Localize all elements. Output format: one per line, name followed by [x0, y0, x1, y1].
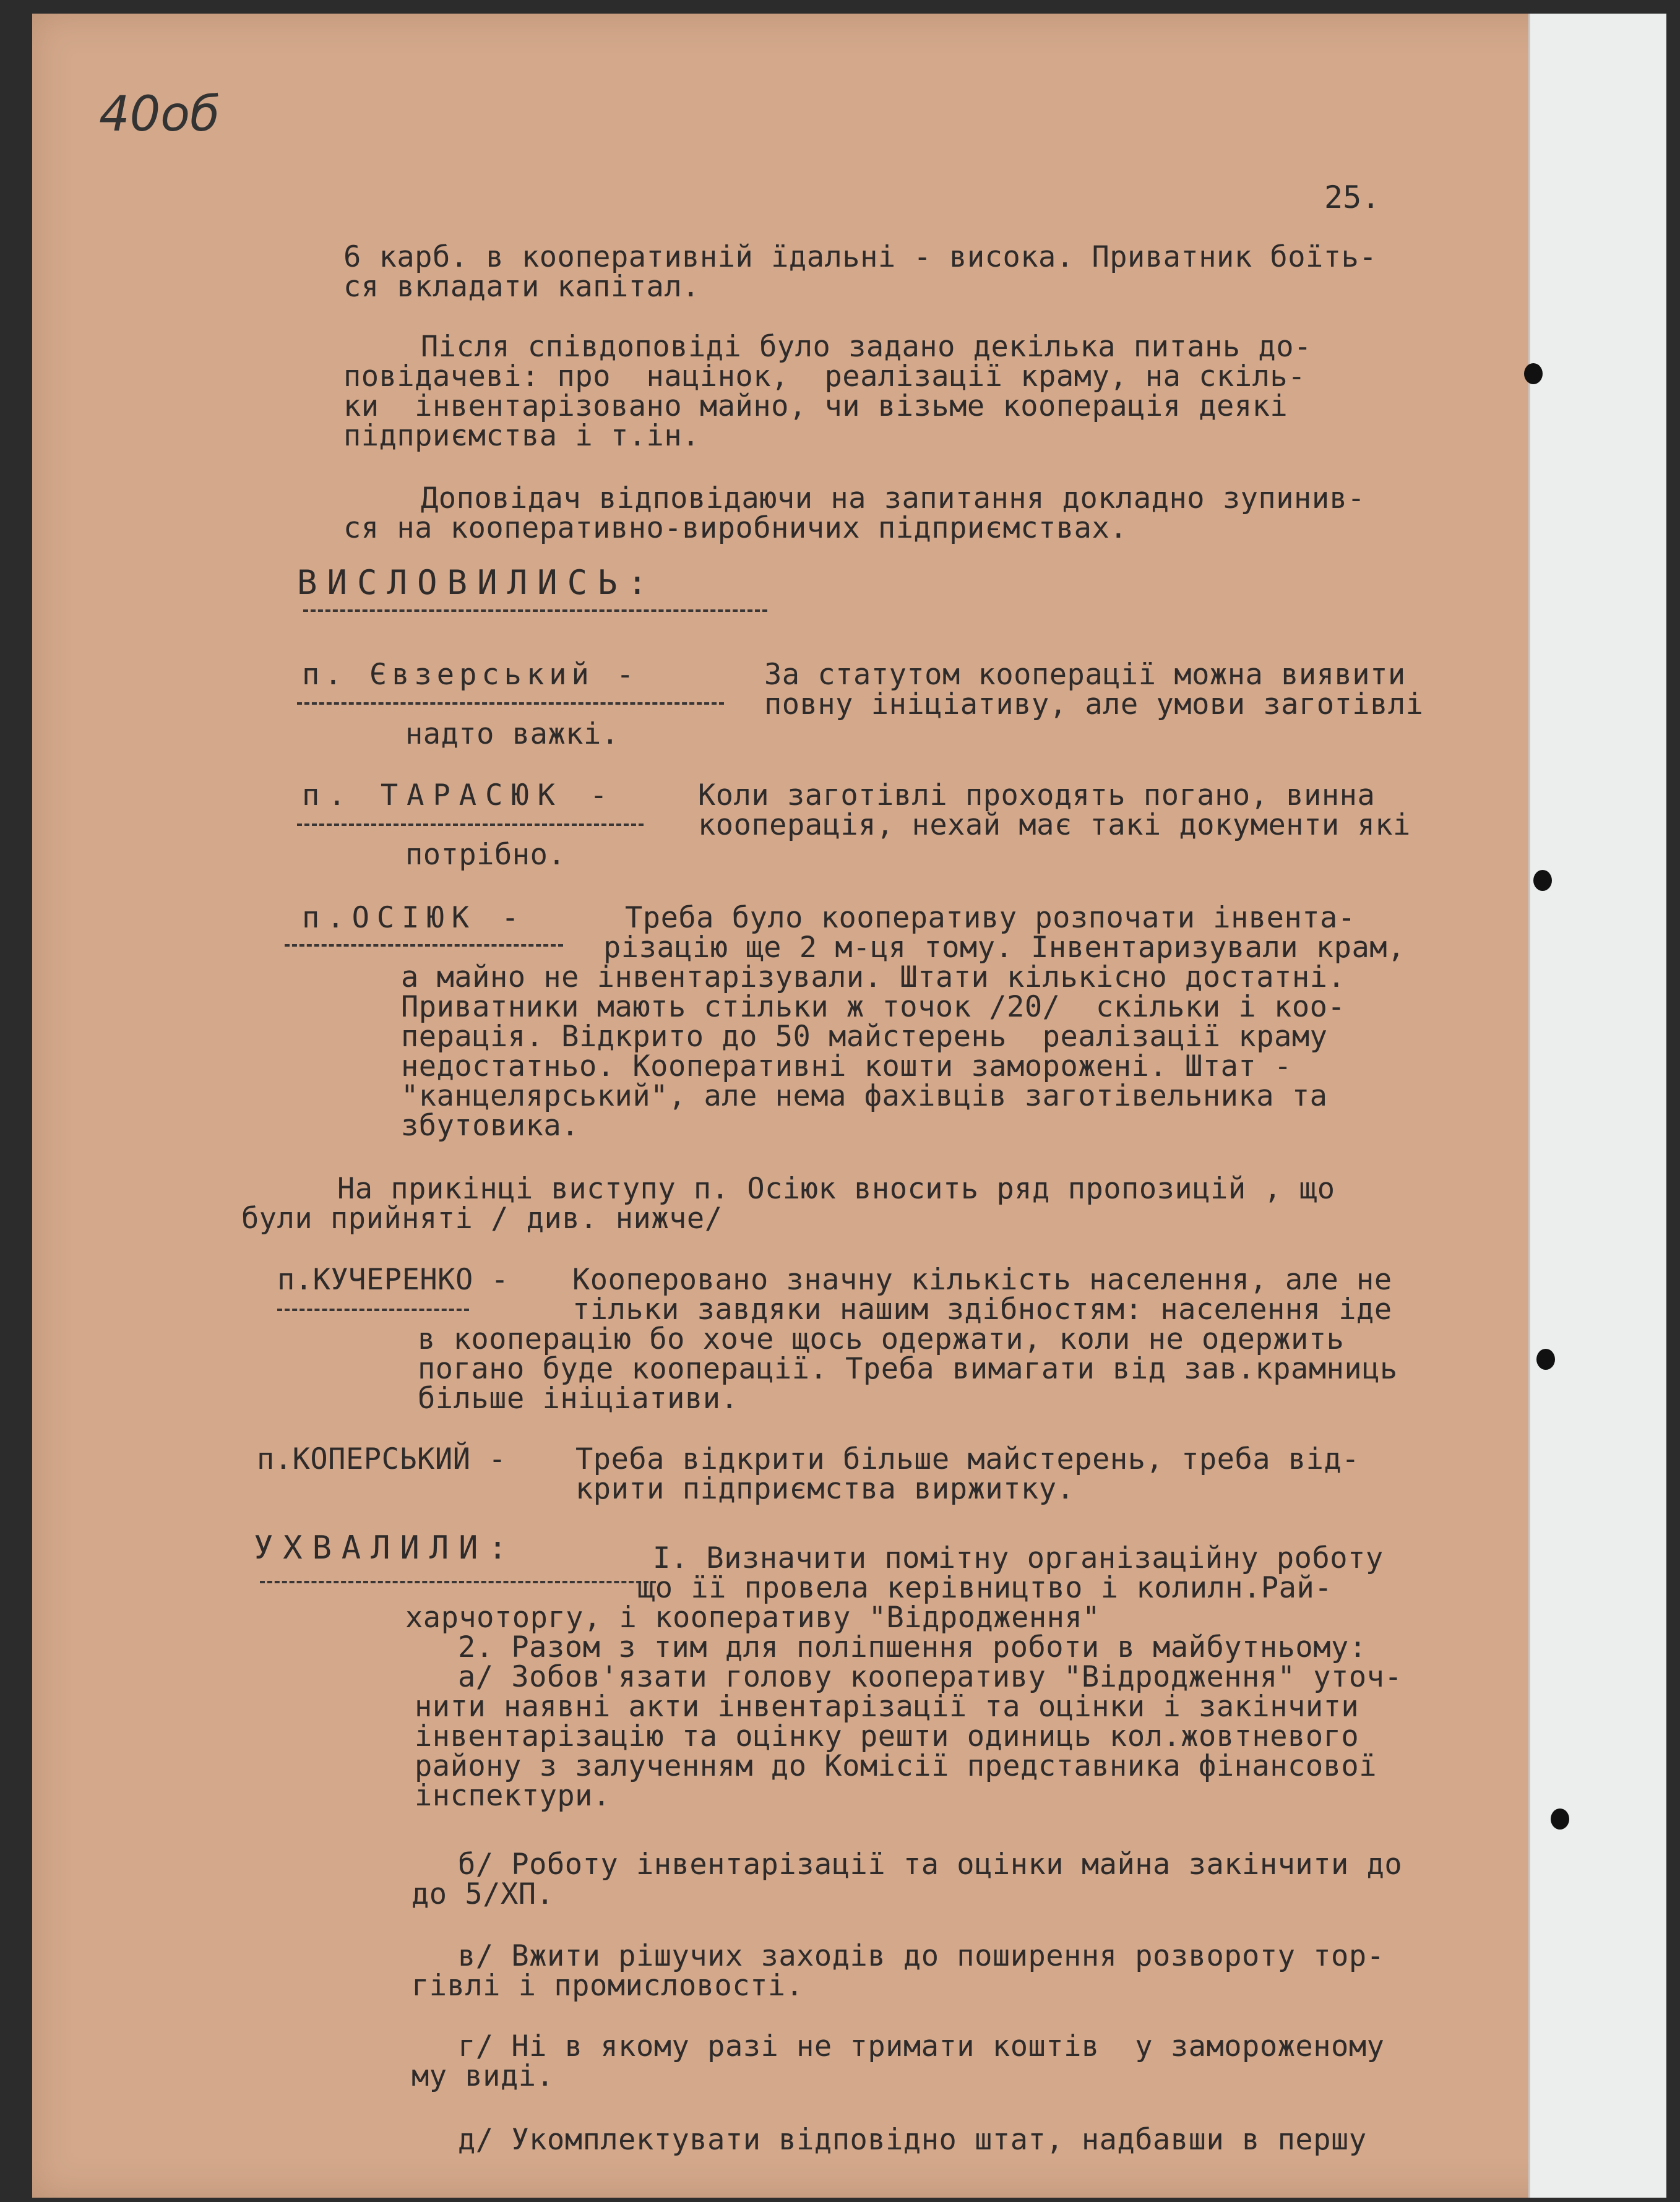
text-line: інспектури.	[415, 1779, 611, 1813]
text-line: Приватники мають стільки ж точок /20/ скільки і коо-	[401, 990, 1346, 1024]
text-line: му виді.	[411, 2059, 554, 2093]
text-line: 2. Разом з тим для поліпшення роботи в майбутньому:	[458, 1630, 1367, 1664]
text-line: погано буде кооперації. Треба вимагати від зав.крамниць	[418, 1352, 1398, 1386]
underline	[260, 1581, 656, 1583]
section-heading-resolved: УХВАЛИЛИ:	[254, 1529, 517, 1567]
text-line: Коли заготівлі проходять погано, винна	[698, 778, 1376, 812]
punch-hole	[1551, 1808, 1569, 1830]
archive-folio-mark: 40об	[99, 87, 220, 142]
text-line: потрібно.	[405, 838, 566, 872]
text-line: в кооперацію бо хоче щось одержати, коли не одержить	[418, 1322, 1345, 1356]
section-heading-spoke: ВИСЛОВИЛИСЬ:	[297, 563, 658, 602]
text-line: до 5/ХП.	[411, 1877, 554, 1911]
text-line: крити підприємства виржитку.	[575, 1472, 1075, 1506]
text-line: "канцелярський", але нема фахівців заготівельника та	[401, 1079, 1328, 1113]
text-line: повну ініціативу, але умови заготівлі	[764, 687, 1424, 721]
underline	[303, 609, 767, 612]
text-line: надто важкі.	[405, 717, 619, 751]
text-line: недостатньо. Кооперативні кошти заморожені. Штат -	[401, 1049, 1292, 1083]
text-line: району з залученням до Комісії представника фінансової	[415, 1749, 1377, 1783]
text-line: За статутом кооперації можна виявити	[764, 658, 1406, 692]
text-line: інвентарізацію та оцінку решти одиниць кол.жовтневого	[415, 1719, 1359, 1753]
page-number: 25.	[1324, 179, 1381, 215]
underline	[285, 944, 563, 947]
text-line: На прикінці виступу п. Осіюк вносить ряд пропозицій , що	[337, 1172, 1335, 1206]
speaker-name: п.КУЧЕРЕНКО -	[277, 1263, 509, 1297]
punch-hole	[1536, 1349, 1555, 1370]
text-line: 6 карб. в кооперативній їдальні - висока. Приватник боїть-	[343, 240, 1377, 274]
text-line: д/ Укомплектувати відповідно штат, надбавши в першу	[458, 2123, 1367, 2157]
speaker-name: п. ТАРАСЮК -	[302, 778, 616, 812]
binding-strip	[1528, 14, 1666, 2198]
text-line: гівлі і промисловості.	[411, 1969, 804, 2003]
underline	[277, 1309, 469, 1311]
underline	[297, 702, 724, 705]
text-line: були прийняті / див. нижче/	[241, 1202, 723, 1236]
text-line: нити наявні акти інвентарізації та оцінки і закінчити	[415, 1690, 1359, 1724]
text-line: Треба відкрити більше майстерень, треба від-	[575, 1442, 1360, 1476]
speaker-name: п.КОПЕРСЬКИЙ -	[257, 1442, 507, 1476]
text-line: повідачеві: про націнок, реалізації краму, на скіль-	[343, 359, 1306, 394]
text-line: тільки завдяки нашим здібностям: населення іде	[572, 1292, 1392, 1327]
text-line: а майно не інвентарізували. Штати кількісно достатні.	[401, 960, 1346, 994]
text-line: збутовика.	[401, 1109, 579, 1143]
text-line: більше ініціативи.	[418, 1382, 739, 1416]
text-line: ся на кооперативно-виробничих підприємствах.	[343, 511, 1128, 545]
punch-hole	[1533, 870, 1552, 891]
text-line: г/ Ні в якому разі не тримати коштів у замороженому	[458, 2029, 1385, 2063]
speaker-name: п.ОСІЮК -	[302, 901, 527, 935]
text-line: б/ Роботу інвентарізації та оцінки майна закінчити до	[458, 1847, 1403, 1882]
text-line: ки інвентарізовано майно, чи візьме кооперація деякі	[343, 389, 1288, 423]
text-line: що її провела керівництво і колилн.Рай-	[637, 1571, 1333, 1605]
text-line: підприємства і т.ін.	[343, 419, 700, 453]
text-line: кооперація, нехай має такі документи які	[698, 808, 1411, 842]
text-line: різацію ще 2 м-ця тому. Інвентаризували крам,	[603, 931, 1405, 965]
text-line: перація. Відкрито до 50 майстерень реалізації краму	[401, 1020, 1328, 1054]
text-line: Доповідач відповідаючи на запитання докладно зупинив-	[421, 481, 1366, 515]
text-line: а/ Зобов'язати голову кооперативу "Відродження" уточ-	[458, 1660, 1403, 1694]
underline	[297, 824, 644, 826]
punch-hole	[1524, 363, 1543, 384]
text-line: ся вкладати капітал.	[343, 270, 700, 304]
text-line: Кооперовано значну кількість населення, але не	[572, 1263, 1392, 1297]
text-line: в/ Вжити рішучих заходів до поширення розвороту тор-	[458, 1939, 1385, 1973]
text-line: Треба було кооперативу розпочати інвента-	[625, 901, 1356, 935]
text-line: харчоторгу, і кооперативу "Відродження"	[405, 1601, 1101, 1635]
text-line: Після співдоповіді було задано декілька питань до-	[421, 330, 1312, 364]
text-line: І. Визначити помітну організаційну роботу	[653, 1541, 1384, 1575]
speaker-name: п. Євзерський -	[302, 658, 639, 692]
